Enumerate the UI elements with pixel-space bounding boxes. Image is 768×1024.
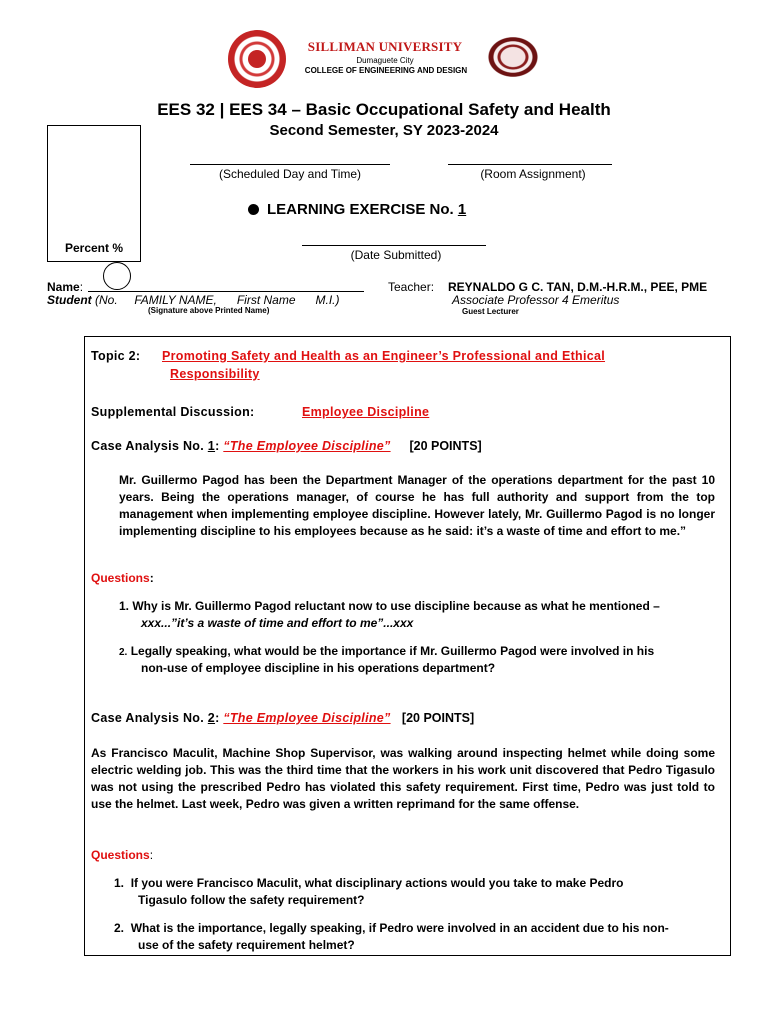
case2-question2-line2: use of the safety requirement helmet? (138, 938, 355, 952)
college-name: COLLEGE OF ENGINEERING AND DESIGN (304, 66, 468, 75)
course-title: EES 32 | EES 34 – Basic Occupational Safety and Health (157, 100, 611, 119)
teacher-label: Teacher: (388, 280, 435, 294)
scheduled-label: (Scheduled Day and Time) (218, 167, 362, 181)
case2-heading: Case Analysis No. 2: “The Employee Discipline” [20 POINTS] (91, 711, 475, 725)
room-label: (Room Assignment) (480, 167, 586, 181)
case1-text: Mr. Guillermo Pagod has been the Department Manager of the operations department for the past 10 years. Being the operations manager, of course he has full authority and support from the top management when implementing employee discipline. However lately, Mr. Guillermo Pagod is no longer implementing discipline to his employees because as he said: it’s a waste of time and effort to me.” (119, 473, 715, 538)
case1-question1: 1. Why is Mr. Guillermo Pagod reluctant now to use discipline because as what he mentioned – (119, 599, 660, 613)
topic-title-line1: Promoting Safety and Health as an Engineer’s Professional and Ethical (162, 349, 606, 363)
teacher-role: Guest Lecturer (462, 307, 519, 316)
learning-exercise-title: LEARNING EXERCISE No. 1 (248, 201, 466, 218)
case2-text: As Francisco Maculit, Machine Shop Supervisor, was walking around inspecting helmet while doing some electric welding job. This was the third time that the workers in his work unit discovered that Pedro Tigasulo was not using the prescribed Pedro has violated this safety requirement. First time, Pedro was just told to use the helmet. Last week, Pedro was given a written reprimand for the same offense. (91, 746, 715, 811)
case1-title: “The Employee Discipline” (223, 439, 391, 453)
signature-circle (103, 262, 131, 290)
percent-label: Percent % (64, 241, 124, 255)
teacher-position: Associate Professor 4 Emeritus (452, 293, 620, 307)
date-label: (Date Submitted) (350, 248, 442, 262)
exercise-number: 1 (457, 201, 467, 218)
scheduled-line (190, 164, 390, 165)
university-name: SILLIMAN UNIVERSITY (307, 39, 463, 54)
name-line (88, 291, 364, 292)
case1-question2: 2. Legally speaking, what would be the importance if Mr. Guillermo Pagod were involved in his (119, 644, 655, 658)
topic-title-line2: Responsibility (170, 367, 260, 381)
case1-question2-line2: non-use of employee discipline in his operations department? (141, 661, 496, 675)
case1-heading: Case Analysis No. 1: “The Employee Discipline” [20 POINTS] (91, 439, 482, 453)
case1-question1-line2: xxx...”it’s a waste of time and effort to me”...xxx (141, 616, 414, 630)
supplemental-label: Supplemental Discussion: (91, 405, 255, 419)
university-seal-logo (228, 30, 286, 88)
case2-question1-line2: Tigasulo follow the safety requirement? (138, 893, 365, 907)
university-city: Dumaguete City (356, 56, 414, 65)
signature-note: (Signature above Printed Name) (148, 306, 270, 315)
college-seal-logo (482, 32, 544, 82)
teacher-name: REYNALDO G C. TAN, D.M.-H.R.M., PEE, PME (448, 280, 708, 294)
case2-title: “The Employee Discipline” (223, 711, 391, 725)
case2-questions-label: Questions: (91, 848, 154, 862)
room-line (448, 164, 612, 165)
bullet-icon (248, 204, 259, 215)
case1-questions-label: Questions: (91, 571, 154, 585)
case2-points: [20 POINTS] (401, 711, 475, 725)
case2-question2: 2. What is the importance, legally speaking, if Pedro were involved in an accident due to his non- (114, 921, 669, 935)
semester: Second Semester, SY 2023-2024 (269, 122, 499, 139)
case1-points: [20 POINTS] (409, 439, 482, 453)
student-fields-row: Student (No. FAMILY NAME, First Name M.I.) (47, 293, 340, 307)
case2-question1: 1. If you were Francisco Maculit, what disciplinary actions would you take to make Pedro (114, 876, 624, 890)
date-line (302, 245, 486, 246)
topic-label: Topic 2: (91, 349, 141, 363)
supplemental-title: Employee Discipline (302, 405, 430, 419)
name-row: Name: (47, 280, 84, 294)
